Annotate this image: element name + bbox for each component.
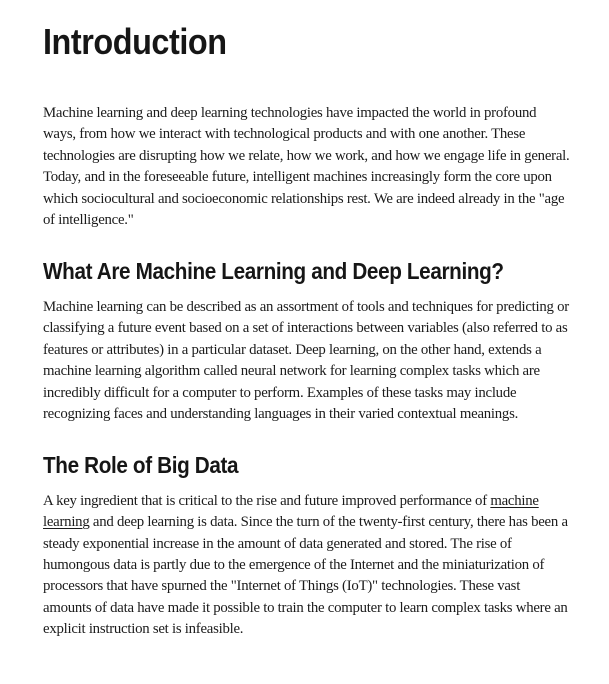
- intro-paragraph: Machine learning and deep learning technologies have impacted the world in profound ways, from how we interact with technological products and with one another. These technologies are disrupting how we relate, how we work, and how we engage life in general. Today, and in the foreseeable future, intelligent machines increasingly form the core upon which sociocultural and socioeconomic relationships rest. We are indeed already in the "age of intelligence.": [43, 105, 570, 229]
- page-title: Introduction: [43, 21, 227, 62]
- section-paragraph-role-of-big-data: [43, 491, 570, 641]
- paragraph-text-before-link: A key ingredient that is critical to the rise and future improved performance of: [43, 492, 491, 509]
- paragraph-text-after-link: and deep learning is data. Since the turn of the twenty-first century, there has been a steady exponential increase in the amount of data generated and stored. The rise of humongous data is partly due to the emergence of the Internet and the miniaturization of processors that have spurned the "Internet of Things (IoT)" technologies. These vast amounts of data have made it possible to train the computer to learn complex tasks where an explicit instruction set is infeasible.: [43, 514, 568, 638]
- section-heading-what-are-ml-dl: What Are Machine Learning and Deep Learning?: [43, 258, 504, 285]
- section-heading-role-of-big-data: The Role of Big Data: [43, 452, 239, 479]
- section-paragraph-what-are-ml-dl: Machine learning can be described as an assortment of tools and techniques for predicting or classifying a future event based on a set of interactions between variables (also referred to as features or attributes) in a particular dataset. Deep learning, on the other hand, extends a machine learning algorithm called neural network for learning complex tasks which are incredibly difficult for a computer to perform. Examples of these tasks may include recognizing faces and understanding languages in their varied contextual meanings.: [43, 298, 569, 422]
- machine-learning-link[interactable]: machine learning: [43, 492, 539, 531]
